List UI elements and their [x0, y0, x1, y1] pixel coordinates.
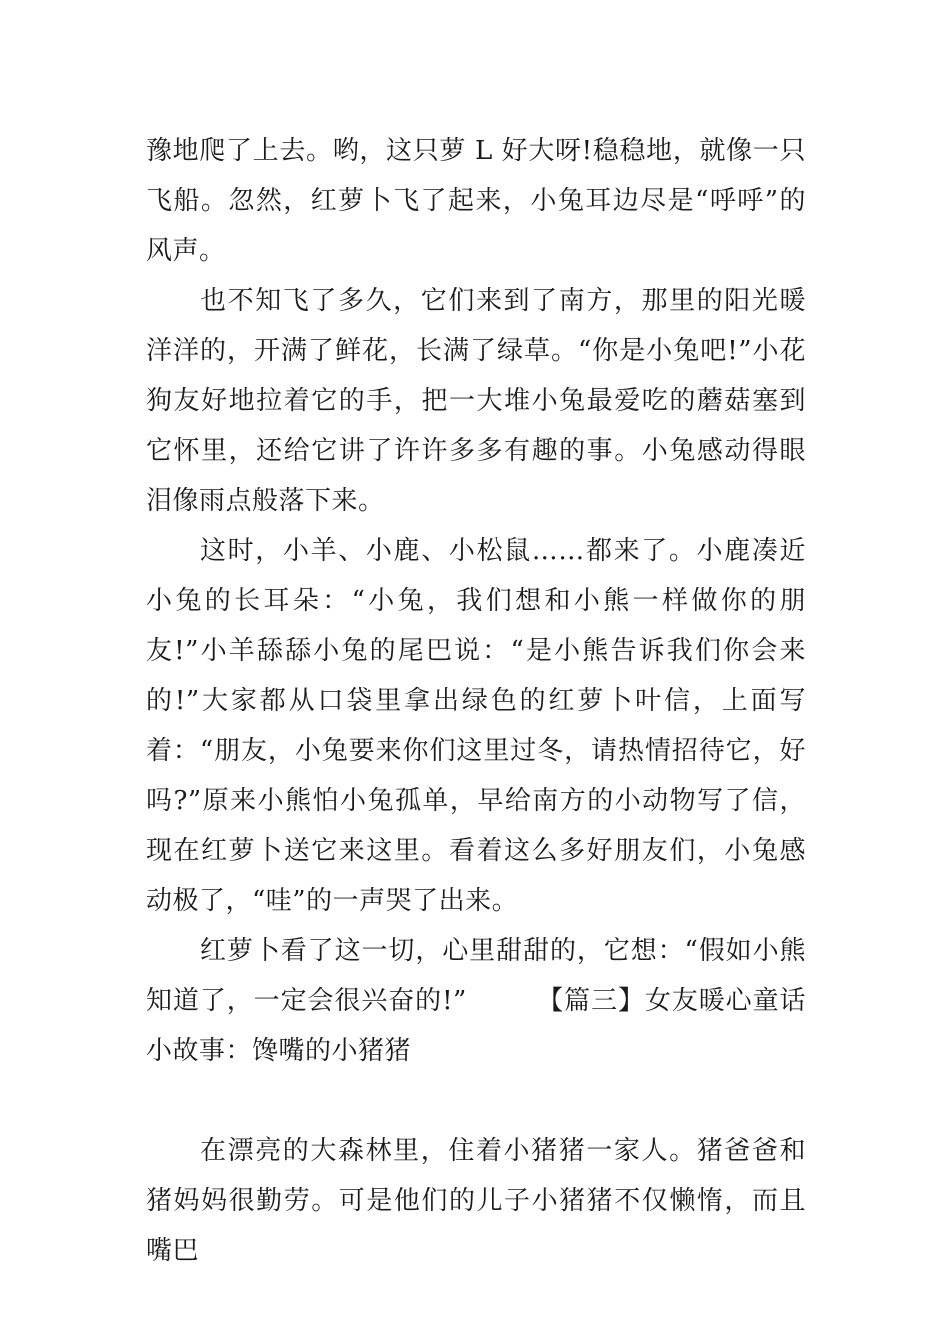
paragraph-piggy: 在漂亮的大森林里，住着小猪猪一家人。猪爸爸和猪妈妈很勤劳。可是他们的儿子小猪猪不仅懒惰，而且嘴巴 — [146, 1136, 806, 1266]
paragraph-friends: 这时，小羊、小鹿、小松鼠……都来了。小鹿凑近小兔的长耳朵：“小兔，我们想和小熊一样做你的朋友!”小羊舔舔小兔的尾巴说：“是小熊告诉我们你会来的!”大家都从口袋里拿出绿色的红萝卜叶信，上面写着：“朋友，小兔要来你们这里过冬，请热情招待它，好吗?”原来小熊怕小兔孤单，早给南方的小动物写了信，现在红萝卜送它来这里。看着这么多好朋友们，小兔感动极了，“哇”的一声哭了出来。 — [146, 536, 806, 916]
document-body — [146, 126, 806, 1276]
paragraph-carrot-thought — [146, 926, 806, 1076]
blank-line — [146, 1076, 806, 1126]
paragraph-south: 也不知飞了多久，它们来到了南方，那里的阳光暖洋洋的，开满了鲜花，长满了绿草。“你是小兔吧!”小花狗友好地拉着它的手，把一大堆小兔最爱吃的蘑菇塞到它怀里，还给它讲了许许多多有趣的事。小兔感动得眼泪像雨点般落下来。 — [146, 286, 806, 516]
paragraph-continuation: 豫地爬了上去。哟，这只萝 L 好大呀!稳稳地，就像一只飞船。忽然，红萝卜飞了起来，小兔耳边尽是“呼呼”的风声。 — [146, 136, 806, 266]
carrot-thought-text: 红萝卜看了这一切，心里甜甜的，它想：“假如小熊知道了，一定会很兴奋的!” — [146, 936, 806, 1016]
section-three-heading: 【篇三】女友暖心童话小故事：馋嘴的小猪猪 — [146, 986, 806, 1066]
